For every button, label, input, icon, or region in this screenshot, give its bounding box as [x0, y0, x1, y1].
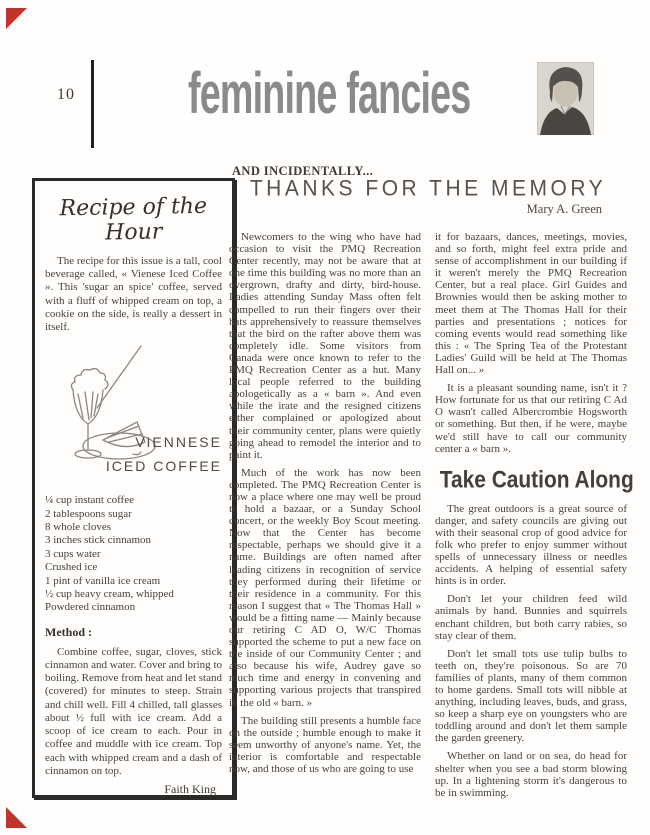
article-body [229, 231, 634, 805]
recipe-illustration-area [45, 342, 222, 490]
page-number: 10 [57, 86, 75, 103]
article-paragraph: Much of the work has now been completed. The PMQ Recreation Center is now a place where one may well be proud to hold a bazaar, or a Sunday School concert, or the weekly Boy Scout meeting. Now that the Center has become respectable, perhaps we should give it a name. Buildings are often named after leading citizens in recognition of service they performed during their lifetime or their residence in a community. For this reason I suggest that « The Thomas Hall » would be a fitting name — Mainly because our retiring C AD O, W/C Thomas supported the scheme to put a new face on the inside of our Community Center ; and also because his wife, Audrey gave so much time and energy in convening and supporting various projects that transpired in the old « barn. » [229, 466, 421, 709]
article-column-left [229, 231, 421, 805]
article-kicker: AND INCIDENTALLY... [232, 164, 374, 178]
column-title: feminine fancies [188, 59, 471, 126]
recipe-author-signature: Faith King [164, 781, 216, 796]
dish-name-line1: VIENNESE [135, 434, 222, 451]
recipe-intro: The recipe for this issue is a tall, cool beverage called, « Vienese Iced Coffee ». This 'sugar an spice' coffee, served with a fluff of whipped cream on top, a cookie on the side, is really a dessert in itself. [45, 255, 222, 334]
article-paragraph: It is a pleasant sounding name, isn't it ? How fortunate for us that our retiring C Ad O wasn't called Albercrombie Hogsworth or something. But then, if he were, maybe we'd still have to call our community center a « barn ». [435, 382, 627, 455]
take-caution-along-heading: Take Caution Along [439, 465, 634, 493]
corner-mark-top-left [6, 8, 27, 29]
ingredient-item: Crushed ice [45, 561, 98, 574]
article-paragraph: Newcomers to the wing who have had occasion to visit the PMQ Recreation Center recently, may not be aware that at one time this building was no more than an overgrown, drafty and dirty, bird-house. Ladies attending Sunday Mass often felt compelled to run their fingers over their hats apprehensively to reassure themselves that the bird on the rafter above them was completely idle. Some visitors from Canada were once known to refer to the PMQ Recreation Center as a hut. Many local people referred to the building apologetically as a « barn ». And even while the irate and the resigned citizens either complained or apologized about their community center, plans were quietly going ahead to remodel the interior and to paint it. [229, 231, 421, 461]
recipe-box-title: Recipe of the Hour [59, 193, 208, 246]
masthead-rule [91, 60, 94, 148]
recipe-of-the-hour-box [32, 178, 235, 798]
caution-paragraph: Don't let small tots use tulip bulbs to teeth on, they're poisonous. So are 70 families of plants, many of them common to home gardens. Small tots will nibble at anything, including leaves, buds, and grass, so keep a sharp eye on youngsters who are toddling around and don't let them sample the garden greenery. [435, 647, 627, 745]
caution-paragraph: The great outdoors is a great source of danger, and safety councils are giving out with their seasonal crop of good advice for folk who prefer to enjoy summer without spells of unnecessary illness or needles accidents. A helping of essential safety hints is in order. [435, 502, 627, 588]
ingredient-item: ¼ cup instant coffee [45, 494, 134, 507]
ingredient-item: Powdered cinnamon [45, 601, 136, 614]
caution-paragraph: Whether on land or on sea, do head for shelter when you see a bad storm blowing up. In a lightening storm it's dangerous to be in swimming. [435, 750, 627, 799]
dish-name-line2: ICED COFFEE [105, 458, 222, 475]
method-label: Method : [45, 624, 92, 639]
ingredient-item: ½ cup heavy cream, whipped [45, 588, 174, 601]
corner-mark-bottom-left [6, 807, 27, 828]
article-title: THANKS FOR THE MEMORY [249, 176, 607, 201]
caution-paragraph: Don't let your children feed wild animals by hand. Bunnies and squirrels enchant children, but both carry rabies, so stay clear of them. [435, 593, 627, 642]
portrait-image [537, 62, 594, 135]
columnist-portrait-photo [537, 62, 594, 135]
article-byline: Mary A. Green [526, 202, 602, 216]
ingredient-item: 3 cups water [45, 547, 101, 560]
ingredient-item: 2 tablespoons sugar [45, 507, 132, 520]
ingredient-item: 8 whole cloves [45, 521, 111, 534]
article-paragraph: it for bazaars, dances, meetings, movies, and so forth, might feel extra pride and sense of accomplishment in our building if it weren't merely the PMQ Recreation Center, but a real place. Girl Guides and Brownies would then be asking mother to meet them at The Thomas Hall for their parties and presentations ; notices for coming events would read something like this : « The Spring Tea of the Protestant Ladies' Guild will be held at The Thomas Hall on... » [435, 231, 627, 377]
article-paragraph: The building still presents a humble face on the outside ; humble enough to make it seem unworthy of anyone's name. Yet, the interior is comfortable and respectable now, and those of us who are going to use [229, 714, 421, 776]
ingredient-item: 1 pint of vanilla ice cream [45, 574, 161, 587]
method-text: Combine coffee, sugar, cloves, stick cinnamon and water. Cover and bring to boiling. Remove from heat and let stand (covered) for minutes to steep. Strain and chill well. Fill 4 chilled, tall glasses about ½ full with ice cream. Add a scoop of ice cream to each. Pour in coffee and muddle with ice cream. Top each with whipped cream and a dash of cinnamon on top. [45, 645, 222, 777]
ingredient-item: 3 inches stick cinnamon [45, 534, 152, 547]
masthead [188, 58, 528, 138]
ingredient-list [45, 494, 222, 615]
article-column-right [435, 231, 634, 805]
